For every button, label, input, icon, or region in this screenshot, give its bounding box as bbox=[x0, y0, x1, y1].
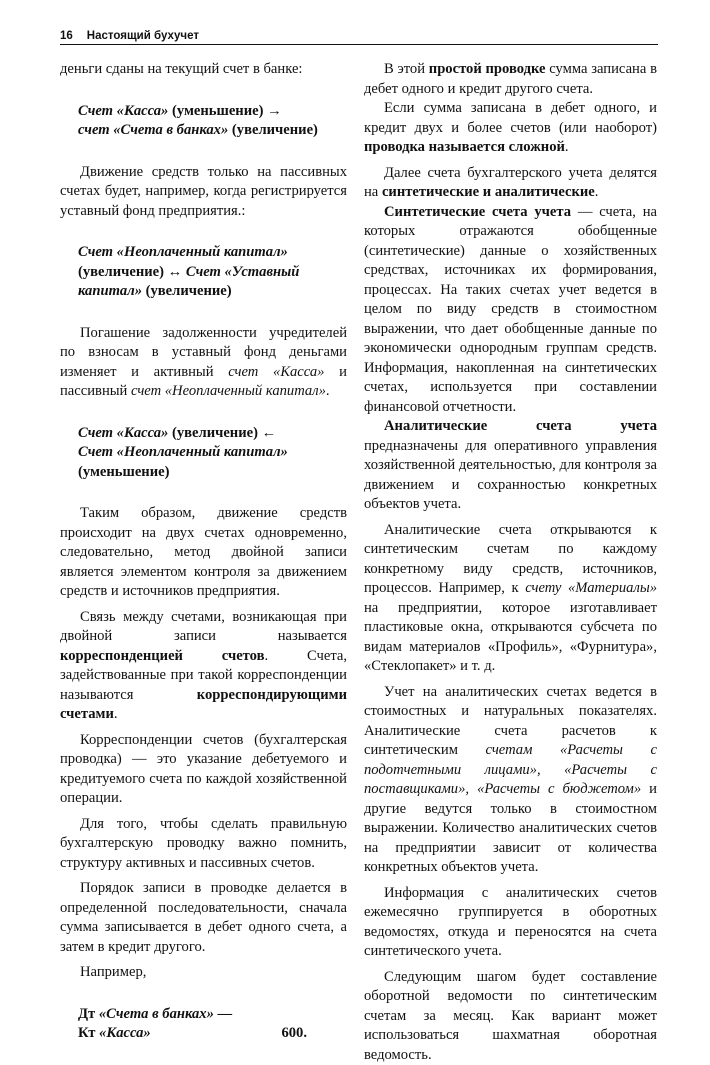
posting-amount: 600. bbox=[281, 1024, 307, 1044]
paragraph: Если сумма записана в дебет одного, и кредит двух и более счетов (или наоборот) проводка называется сложной. bbox=[364, 99, 657, 158]
account-name: Счет «Неоплаченный капитал» bbox=[78, 244, 288, 260]
paragraph: Для того, чтобы сделать правильную бухгалтерскую проводку важно помнить, структуру активных и пассивных счетов. bbox=[60, 815, 347, 874]
paragraph: деньги сданы на текущий счет в банке: bbox=[60, 60, 347, 80]
paragraph: Учет на аналитических счетах ведется в стоимостных и натуральных показателях. Аналитические счета расчетов к синтетическим счетам «Расчеты с подотчетными лицами», «Расчеты с поставщиками», «Расчеты с бюджетом» и другие ведутся только в стоимостном выражении. Количество аналитических счетов на предприятии зависит от количества конкретных объектов учета. bbox=[364, 683, 657, 878]
paragraph: Далее счета бухгалтерского учета делятся на синтетические и аналитические. bbox=[364, 164, 657, 203]
posting-formula-3: Счет «Касса» (увеличение) ← Счет «Неоплаченный капитал» (уменьшение) bbox=[60, 424, 347, 483]
paragraph: Погашение задолженности учредителей по взносам в уставный фонд деньгами изменяет и активный счет «Касса» и пассивный счет «Неоплаченный капитал». bbox=[60, 324, 347, 402]
paragraph: Синтетические счета учета — счета, на которых отражаются обобщенные (синтетические) данные о хозяйственных средствах, источниках их формирования, процессах. На таких счетах учет ведется в целом по виду средств в стоимостном выражении, что дает обобщенные данные по экономически однородным группам средств. Информация, накопленная на синтетических счетах, используется при составлении финансовой отчетности. bbox=[364, 203, 657, 418]
account-name: Счет «Неоплаченный капитал» bbox=[78, 444, 288, 460]
paragraph: Следующим шагом будет составление оборотной ведомости по синтетическим счетам за месяц. Как вариант может использоваться шахматная оборотная ведомость. bbox=[364, 968, 657, 1065]
page-number: 16 bbox=[60, 30, 73, 42]
paragraph: Информация с аналитических счетов ежемесячно группируется в оборотных ведомостях, откуда и переносятся на счета синтетического учета. bbox=[364, 884, 657, 962]
paragraph: Аналитические счета открываются к синтетическим счетам по каждому конкретному виду средств, источников, процессов. Например, к счету «Материалы» на предприятии, которое изготавливает пластиковые окна, открываются субсчета по видам материалов «Профиль», «Фурнитура», «Стеклопакет» и т. д. bbox=[364, 521, 657, 677]
debit-line: Дт «Счета в банках» — bbox=[78, 1005, 347, 1025]
left-column bbox=[60, 60, 347, 1044]
credit-line: Кт «Касса» 600. bbox=[78, 1024, 347, 1044]
running-header bbox=[60, 30, 658, 45]
paragraph: Порядок записи в проводке делается в определенной последовательности, сначала сумма записывается в дебет одного счета, а затем в кредит другого. bbox=[60, 879, 347, 957]
account-name: Счет «Касса» bbox=[78, 103, 168, 119]
posting-formula-2: Счет «Неоплаченный капитал» (увеличение) ↔ Счет «Уставный капитал» (увеличение) bbox=[60, 243, 347, 302]
paragraph: Таким образом, движение средств происходит на двух счетах одновременно, следовательно, метод двойной записи является элементом контроля за движением средств и источников предприятия. bbox=[60, 504, 347, 602]
account-name: Счет «Касса» bbox=[78, 425, 168, 441]
account-name: Счет «Уставный капитал» bbox=[78, 264, 299, 300]
right-column bbox=[364, 60, 657, 1065]
paragraph: Связь между счетами, возникающая при двойной записи называется корреспонденцией счетов. Счета, задействованные при такой корреспонденции называются корреспондирующими счетами. bbox=[60, 608, 347, 725]
paragraph: Аналитические счета учета предназначены для оперативного управления хозяйственной деятельностью, для контроля за движением и сохранностью конкретных объектов учета. bbox=[364, 417, 657, 515]
account-name: счет «Счета в банках» bbox=[78, 122, 228, 138]
running-title: Настоящий бухучет bbox=[87, 30, 199, 42]
paragraph: Корреспонденции счетов (бухгалтерская проводка) — это указание дебетуемого и кредитуемого счета по каждой хозяйственной операции. bbox=[60, 731, 347, 809]
paragraph: Движение средств только на пассивных счетах будет, например, когда регистрируется уставный фонд предприятия.: bbox=[60, 163, 347, 222]
paragraph: В этой простой проводке сумма записана в дебет одного и кредит другого счета. bbox=[364, 60, 657, 99]
paragraph: Например, bbox=[60, 963, 347, 983]
posting-formula-1: Счет «Касса» (уменьшение) → счет «Счета в банках» (увеличение) bbox=[60, 102, 347, 141]
posting-formula-4 bbox=[60, 1005, 347, 1044]
